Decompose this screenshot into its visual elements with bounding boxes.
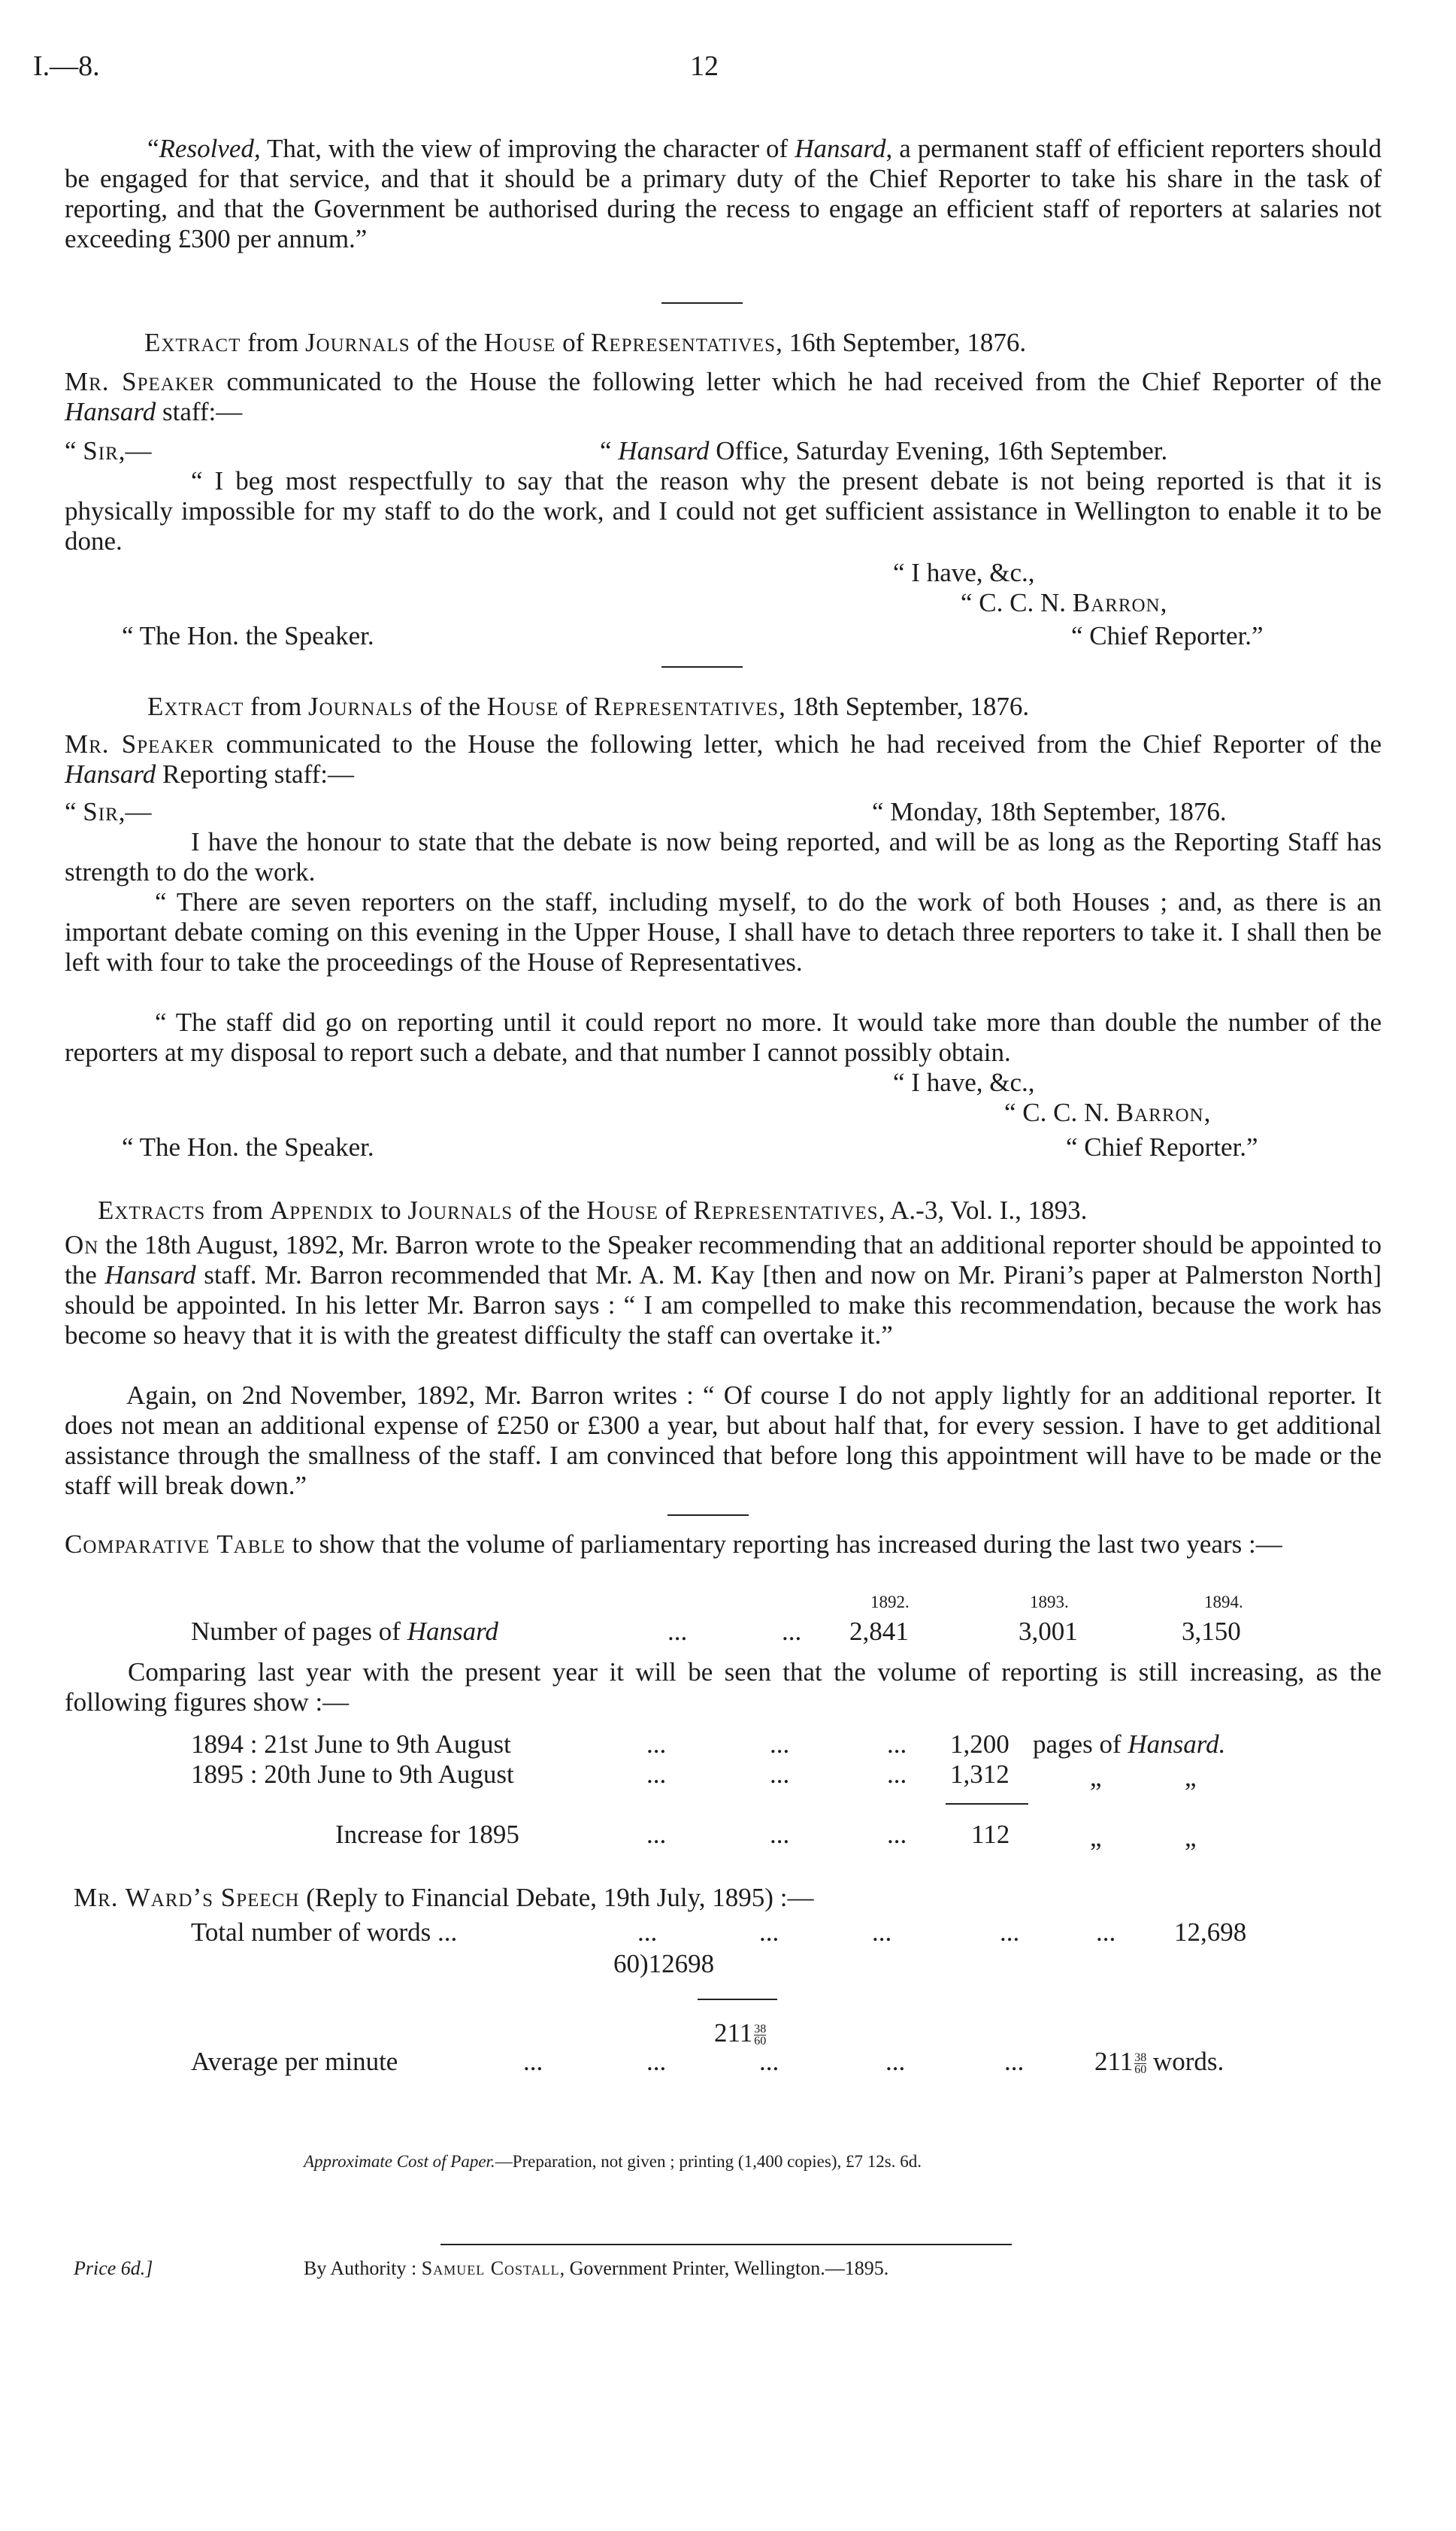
average-value bbox=[1094, 2047, 1224, 2077]
table-title: Comparative Table bbox=[65, 1529, 286, 1559]
resolution-open-quote: “ bbox=[147, 134, 159, 163]
speech-title: Mr. Ward’s Speech bbox=[74, 1883, 300, 1912]
quotient-fraction bbox=[754, 2023, 766, 2047]
footer-rule bbox=[440, 2244, 1012, 2245]
speaker-name: Mr. Speaker bbox=[65, 367, 215, 396]
heading-word: Representatives bbox=[594, 692, 779, 721]
heading-word: Extract bbox=[147, 692, 244, 721]
heading-word: to bbox=[374, 1196, 408, 1225]
sum-rule bbox=[946, 1803, 1028, 1805]
pages-row-label bbox=[191, 1617, 498, 1647]
leader-dots: ... bbox=[1096, 1917, 1116, 1947]
printer-name: Samuel Costall bbox=[421, 2257, 560, 2279]
ditto-mark: „ bbox=[1185, 1823, 1197, 1852]
signature-surname: Barron bbox=[1072, 588, 1161, 617]
period-value: 1,200 bbox=[950, 1729, 1010, 1759]
total-words-label: Total number of words ... bbox=[191, 1917, 458, 1947]
row-label-text: Number of pages of bbox=[191, 1617, 407, 1646]
heading-word: of bbox=[558, 692, 595, 721]
unit-text: pages of bbox=[1033, 1729, 1128, 1759]
resolution-lead: Resolved, bbox=[159, 134, 261, 163]
leader-dots: ... bbox=[1004, 2047, 1025, 2076]
resolution-paragraph bbox=[65, 134, 1382, 254]
hansard-ref: Hansard bbox=[65, 397, 156, 426]
resolution-text-2: , a permanent staff of efficient reporters should be engaged for that service, and that it should be a primary duty of the Chief Reporter to take his share in the task of reporting, and that the Government be authorised during the recess to engage an efficient staff of reporters at salaries not exceeding £300 per annum.” bbox=[65, 134, 1382, 253]
heading-word: from bbox=[241, 328, 305, 357]
heading-word: Appendix bbox=[269, 1196, 374, 1225]
salutation-dash: ,— bbox=[118, 797, 152, 826]
extract1-signature bbox=[961, 588, 1167, 618]
heading-word: of the bbox=[413, 692, 487, 721]
quote-mark: “ bbox=[600, 436, 619, 465]
heading-word: , 16th September, 1876. bbox=[776, 328, 1027, 357]
ditto-mark: „ bbox=[1090, 1823, 1102, 1852]
period-row-label: 1894 : 21st June to 9th August bbox=[191, 1729, 511, 1759]
year-header: 1894. bbox=[1204, 1593, 1243, 1611]
division-rule bbox=[698, 1999, 777, 2000]
table-intro: to show that the volume of parliamentary reporting has increased during the last two years :— bbox=[285, 1529, 1282, 1559]
heading-word: of bbox=[555, 328, 592, 357]
speech-heading bbox=[74, 1883, 813, 1913]
paragraph-text: staff. Mr. Barron recommended that Mr. A. M. Kay [then and now on Mr. Pirani’s paper at Palmerston North] should be appointed. In his letter Mr. Barron says : “ I am compelled to make this recommendation, because the work has become so heavy that it is with the greatest difficulty the staff can overtake it.” bbox=[65, 1260, 1382, 1350]
leader-dots: ... bbox=[637, 1917, 658, 1947]
salutation-word: Sir bbox=[83, 436, 119, 465]
fraction-denominator: 60 bbox=[1134, 2063, 1147, 2077]
extract1-letter-body: “ I beg most respectfully to say that the reason why the present debate is not being reported is that it is physically impossible for my staff to do the work, and I could not get sufficient assistance in Wellington to enable it to be done. bbox=[65, 466, 1382, 556]
heading-word: Representatives bbox=[591, 328, 776, 357]
heading-word: House bbox=[486, 692, 559, 721]
heading-word: Journals bbox=[304, 328, 410, 357]
heading-word: Extract bbox=[144, 328, 241, 357]
average-fraction bbox=[1134, 2052, 1146, 2075]
leader-dots: ... bbox=[887, 1729, 907, 1759]
extract1-intro bbox=[65, 367, 1382, 427]
divider-rule bbox=[661, 302, 743, 304]
extract3-heading bbox=[98, 1196, 1087, 1226]
heading-word: , 18th September, 1876. bbox=[779, 692, 1030, 721]
fraction-denominator: 60 bbox=[754, 2035, 767, 2048]
paragraph-text: the 18th August, 1892, Mr. Barron wrote to the Speaker recommending that an additional reporter should be appointed to the bbox=[65, 1230, 1382, 1290]
fraction-numerator: 38 bbox=[1134, 2051, 1147, 2065]
heading-word: Extracts bbox=[98, 1196, 206, 1225]
quotient-whole: 211 bbox=[714, 2018, 753, 2048]
year-header: 1893. bbox=[1030, 1593, 1069, 1611]
resolution-text-1: That, with the view of improving the character of bbox=[260, 134, 795, 163]
dateline-text: Office, Saturday Evening, 16th September. bbox=[709, 436, 1168, 465]
pages-value: 3,150 bbox=[1182, 1617, 1241, 1646]
extract2-addressee: “ The Hon. the Speaker. bbox=[122, 1132, 374, 1162]
extract1-salutation bbox=[65, 436, 152, 466]
intro-text: communicated to the House the following letter which he had received from the Chief Reporter of the bbox=[214, 367, 1382, 396]
salutation-word: Sir bbox=[83, 797, 119, 826]
leader-dots: ... bbox=[770, 1820, 790, 1849]
division-working: 60)12698 bbox=[613, 1949, 715, 1978]
leader-dots: ... bbox=[885, 2047, 906, 2076]
leader-dots: ... bbox=[782, 1617, 802, 1646]
leader-dots: ... bbox=[646, 2047, 667, 2076]
leader-dots: ... bbox=[872, 1917, 892, 1947]
pages-value: 2,841 bbox=[849, 1617, 909, 1646]
heading-word: , A.-3, Vol. I., 1893. bbox=[878, 1196, 1088, 1225]
year-header: 1892. bbox=[870, 1593, 910, 1611]
average-label: Average per minute bbox=[191, 2047, 398, 2076]
signature-text: “ C. C. N. bbox=[1004, 1098, 1116, 1127]
extract1-addressee: “ The Hon. the Speaker. bbox=[122, 621, 374, 650]
heading-word: House bbox=[586, 1196, 658, 1225]
intro-text: staff:— bbox=[156, 397, 243, 426]
cost-label: Approximate Cost of Paper. bbox=[304, 2152, 495, 2171]
leader-dots: ... bbox=[523, 2047, 543, 2076]
signature-text: , bbox=[1203, 1098, 1211, 1127]
heading-word: Journals bbox=[407, 1196, 513, 1225]
comparative-heading bbox=[65, 1529, 1382, 1560]
speaker-name: Mr. Speaker bbox=[65, 729, 215, 759]
comparison-paragraph: Comparing last year with the present year it will be seen that the volume of reporting is still increasing, as the following figures show :— bbox=[65, 1657, 1382, 1717]
imprint-text: , Government Printer, Wellington.—1895. bbox=[559, 2257, 889, 2279]
signature-text: “ C. C. N. bbox=[961, 588, 1073, 617]
leader-dots: ... bbox=[770, 1760, 790, 1789]
leader-dots: ... bbox=[646, 1820, 667, 1849]
heading-word: Representatives bbox=[693, 1196, 879, 1225]
signature-surname: Barron bbox=[1115, 1098, 1204, 1127]
pages-value: 3,001 bbox=[1019, 1617, 1078, 1646]
extract2-paragraph-2: “ There are seven reporters on the staff, including myself, to do the work of both Houses ; and, as there is an important debate coming on this evening in the Upper House, I shall have to detach three reporters to take it. I shall then be left with four to take the proceedings of the House of Representatives. bbox=[65, 887, 1382, 977]
quote-mark: “ bbox=[65, 436, 83, 465]
extract2-salutation bbox=[65, 797, 152, 827]
leader-dots: ... bbox=[646, 1729, 667, 1759]
heading-word: of the bbox=[513, 1196, 587, 1225]
period-row-label: 1895 : 20th June to 9th August bbox=[191, 1760, 514, 1789]
extract2-signature bbox=[1004, 1098, 1210, 1128]
extract1-closing: “ I have, &c., bbox=[893, 558, 1035, 587]
intro-text: Reporting staff:— bbox=[156, 759, 354, 789]
heading-word: Journals bbox=[307, 692, 413, 721]
leader-dots: ... bbox=[667, 1617, 688, 1646]
division-quotient bbox=[714, 2018, 766, 2048]
divider-rule bbox=[661, 666, 743, 668]
leader-dots: ... bbox=[759, 1917, 779, 1947]
lead-word: On bbox=[65, 1230, 99, 1259]
imprint bbox=[304, 2257, 888, 2280]
leader-dots: ... bbox=[759, 2047, 779, 2076]
heading-word: of the bbox=[410, 328, 484, 357]
quote-mark: “ bbox=[65, 797, 83, 826]
hansard-ref: Hansard bbox=[104, 1260, 196, 1290]
heading-word: from bbox=[205, 1196, 270, 1225]
extract2-closing: “ I have, &c., bbox=[893, 1068, 1035, 1097]
cost-line bbox=[304, 2152, 922, 2172]
hansard-ref: Hansard bbox=[65, 759, 156, 789]
hansard-ref: Hansard. bbox=[1128, 1729, 1226, 1759]
extract3-paragraph-2: Again, on 2nd November, 1892, Mr. Barron writes : “ Of course I do not apply lightly for an additional reporter. It does not mean an additional expense of £250 or £300 a year, but about half that, for every session. I have to get additional assistance through the smallness of the staff. I am convinced that before long this appointment will have to be made or the staff will break down.” bbox=[65, 1381, 1382, 1500]
divider-rule bbox=[667, 1514, 749, 1516]
period-value: 1,312 bbox=[950, 1760, 1010, 1789]
leader-dots: ... bbox=[887, 1760, 907, 1789]
ditto-mark: „ bbox=[1185, 1763, 1197, 1792]
intro-text: communicated to the House the following letter, which he had received from the Chief Reporter of the bbox=[214, 729, 1382, 759]
increase-label: Increase for 1895 bbox=[335, 1820, 519, 1849]
salutation-dash: ,— bbox=[118, 436, 152, 465]
leader-dots: ... bbox=[887, 1820, 907, 1849]
extract1-dateline bbox=[600, 436, 1167, 466]
speech-subtitle: (Reply to Financial Debate, 19th July, 1895) :— bbox=[299, 1883, 814, 1912]
heading-word: of bbox=[658, 1196, 694, 1225]
price: Price 6d.] bbox=[74, 2257, 153, 2279]
average-unit: words. bbox=[1146, 2047, 1224, 2076]
extract2-dateline: “ Monday, 18th September, 1876. bbox=[872, 797, 1227, 826]
hansard-ref: Hansard bbox=[618, 436, 710, 465]
heading-word: from bbox=[244, 692, 308, 721]
leader-dots: ... bbox=[1000, 1917, 1020, 1947]
extract3-paragraph-1 bbox=[65, 1230, 1382, 1350]
increase-value: 112 bbox=[971, 1820, 1010, 1849]
page-reference: I.—8. bbox=[33, 50, 100, 82]
total-words-value: 12,698 bbox=[1174, 1917, 1247, 1947]
period-unit bbox=[1033, 1729, 1225, 1760]
fraction-numerator: 38 bbox=[754, 2023, 767, 2036]
extract2-paragraph-1: I have the honour to state that the debate is now being reported, and will be as long as the Reporting Staff has strength to do the work. bbox=[65, 827, 1382, 887]
signature-text: , bbox=[1160, 588, 1167, 617]
cost-text: —Preparation, not given ; printing (1,400 copies), £7 12s. 6d. bbox=[495, 2152, 922, 2171]
heading-word: House bbox=[483, 328, 556, 357]
extract2-signatory-title: “ Chief Reporter.” bbox=[1066, 1132, 1258, 1162]
extract2-paragraph-3: “ The staff did go on reporting until it could report no more. It would take more than double the number of the reporters at my disposal to report such a debate, and that number I cannot possibly obtain. bbox=[65, 1008, 1382, 1067]
extract1-signatory-title: “ Chief Reporter.” bbox=[1071, 621, 1264, 650]
hansard-ref: Hansard bbox=[407, 1617, 498, 1646]
extract2-intro bbox=[65, 729, 1382, 790]
page-number: 12 bbox=[690, 50, 719, 82]
hansard-ref: Hansard bbox=[795, 134, 886, 163]
leader-dots: ... bbox=[770, 1729, 790, 1759]
imprint-text: By Authority : bbox=[304, 2257, 422, 2279]
extract2-heading bbox=[147, 692, 1029, 722]
ditto-mark: „ bbox=[1090, 1763, 1102, 1792]
extract1-heading bbox=[144, 328, 1026, 358]
leader-dots: ... bbox=[646, 1760, 667, 1789]
average-whole: 211 bbox=[1094, 2047, 1134, 2076]
